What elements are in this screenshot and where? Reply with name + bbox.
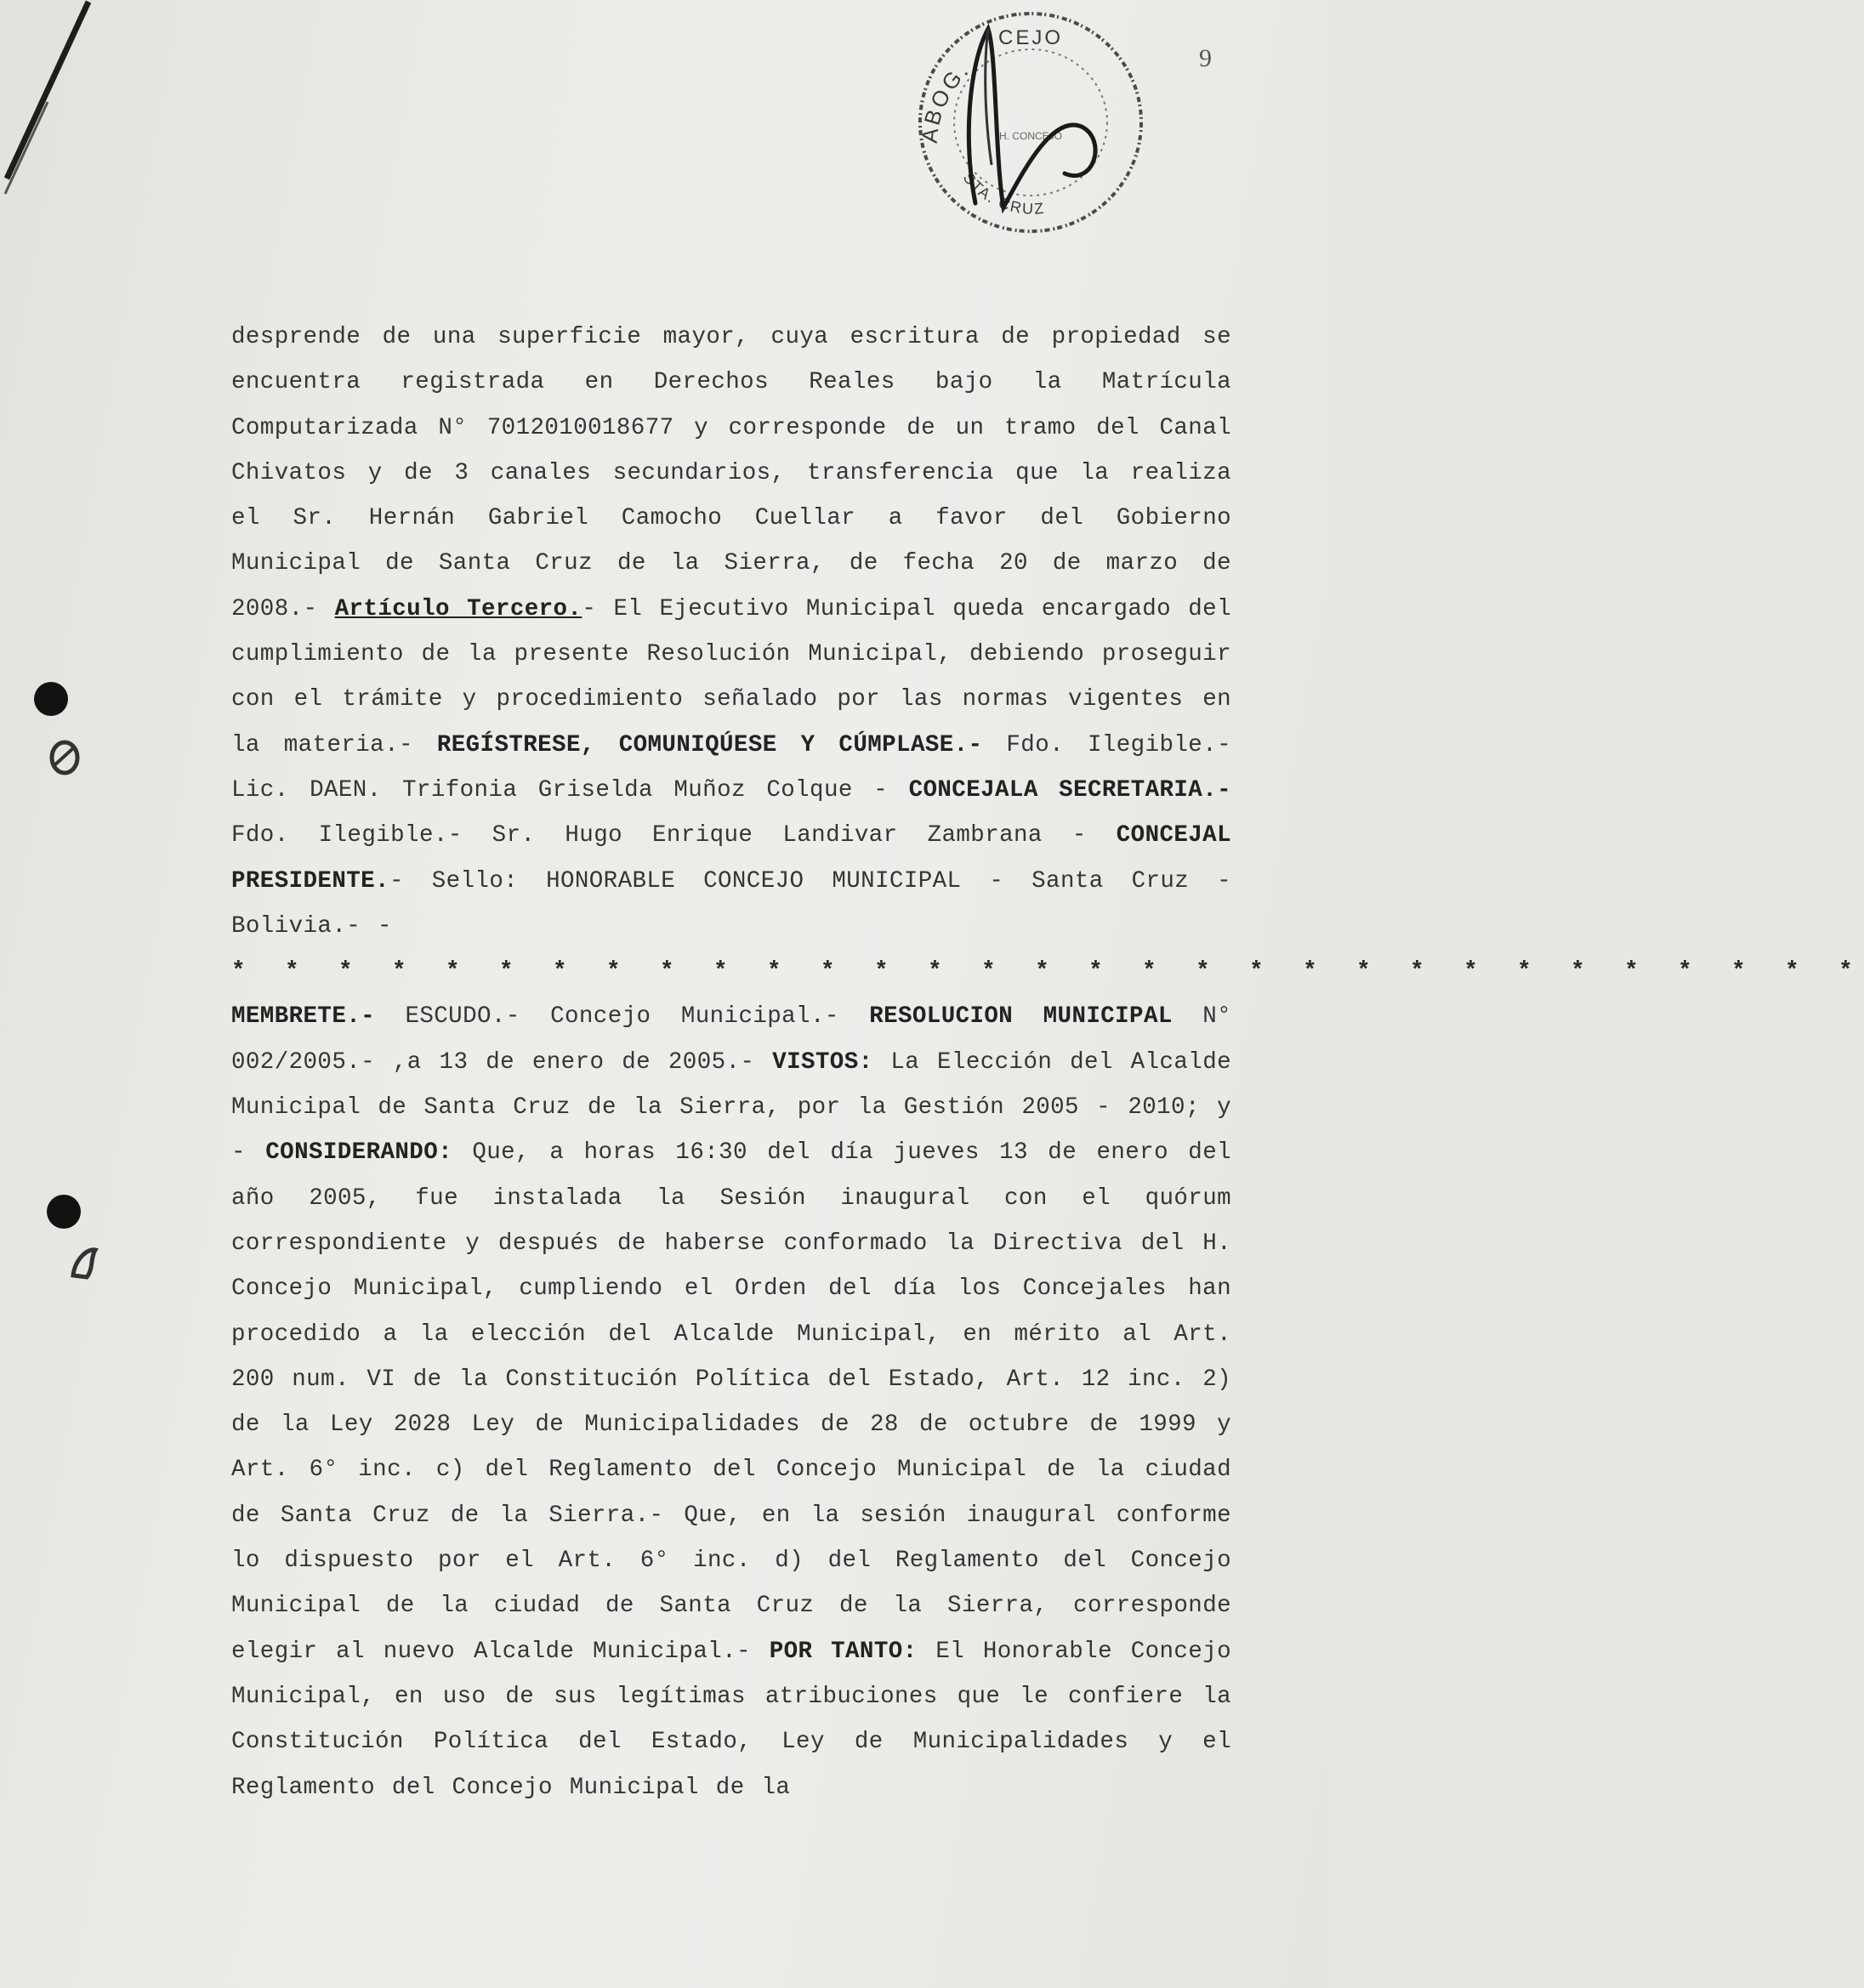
text-span: desprende de una superficie mayor, cuya escritura de propiedad se encuentra registrada en Derechos Reales bajo la Matrícula Computarizada N° 7012010018677 y corresponde de un tramo del Canal Chivatos y de 3 canales secundarios, transferencia que la realiza el Sr. Hernán Gabriel Camocho Cuellar a favor del Gobierno Municipal de Santa Cruz de la Sierra, de fecha 20 de marzo de 2008.- <box>231 324 1231 622</box>
vistos-label: VISTOS: <box>772 1048 873 1076</box>
punch-hole <box>34 682 68 716</box>
svg-text:ABOG.: ABOG. <box>916 55 975 145</box>
text-span: Que, a horas 16:30 del día jueves 13 de enero del año 2005, fue instalada la Sesión inaugural con el quórum correspondiente y después de haberse conformado la Directiva del H. Concejo Municipal, cumpliendo el Orden del día los Concejales han procedido a la elección del Alcalde Municipal, en mérito al Art. 200 num. VI de la Constitución Política del Estado, Art. 12 inc. 2) de la Ley 2028 Ley de Municipalidades de 28 de octubre de 1999 y Art. 6° inc. c) del Reglamento del Concejo Municipal de la ciudad de Santa Cruz de la Sierra.- Que, en la sesión inaugural conforme lo dispuesto por el Art. 6° inc. d) del Reglamento del Concejo Municipal de la ciudad de Santa Cruz de la Sierra, corresponde elegir al nuevo Alcalde Municipal.- <box>231 1139 1232 1665</box>
presidente-title: CONCEJAL PRESIDENTE. <box>231 822 1231 895</box>
article-third-heading: Artículo Tercero. <box>334 595 582 622</box>
membrete-label: MEMBRETE.- <box>231 1003 376 1031</box>
por-tanto-label: POR TANTO: <box>769 1638 918 1665</box>
edge-pen-stroke <box>5 0 99 196</box>
page-number: 9 <box>1199 44 1212 72</box>
svg-text:H. CONCEJO: H. CONCEJO <box>998 130 1063 142</box>
official-seal-stamp <box>903 3 1158 250</box>
punch-mark <box>48 738 82 777</box>
document-body-text <box>231 315 1864 1810</box>
text-span: El Honorable Concejo Municipal, en uso de sus legítimas atribuciones que le confiere la Constitución Política del Estado, Ley de Municipalidades y el Reglamento del Concejo Municipal de la <box>231 1638 1232 1801</box>
text-span: La Elección del Alcalde Municipal de Santa Cruz de la Sierra, por la Gestión 2005 - 2010; y - <box>231 1048 1232 1167</box>
registrese-clause: REGÍSTRESE, COMUNIQÚESE Y CÚMPLASE.- <box>436 731 983 758</box>
text-span: - Sello: HONORABLE CONCEJO MUNICIPAL - Santa Cruz - Bolivia.- - <box>231 867 1231 940</box>
concejala-title: CONCEJALA SECRETARIA.- <box>908 776 1232 804</box>
considerando-label: CONSIDERANDO: <box>265 1139 453 1167</box>
svg-text:CEJO: CEJO <box>997 26 1064 49</box>
text-span: Fdo. Ilegible.- Lic. DAEN. Trifonia Griselda Muñoz Colque - <box>231 731 1231 804</box>
star-separator: * * * * * * * * * * * * * * * * * * * * * * * * * * * * * * * <box>231 958 1864 985</box>
svg-text:STA. CRUZ: STA. CRUZ <box>959 169 1047 218</box>
resolution-title: RESOLUCION MUNICIPAL <box>869 1003 1173 1031</box>
text-span: Fdo. Ilegible.- Sr. Hugo Enrique Landivar Zambrana - <box>231 822 1087 849</box>
text-span: - El Ejecutivo Municipal queda encargado del cumplimiento de la presente Resolución Municipal, debiendo proseguir con el trámite y procedimiento señalado por las normas vigentes en la materia.- <box>231 595 1231 758</box>
text-span: N° 002/2005.- ,a 13 de enero de 2005.- <box>231 1003 1231 1076</box>
punch-mark <box>68 1243 102 1282</box>
text-span: ESCUDO.- Concejo Municipal.- <box>405 1003 839 1031</box>
punch-hole <box>47 1195 81 1229</box>
